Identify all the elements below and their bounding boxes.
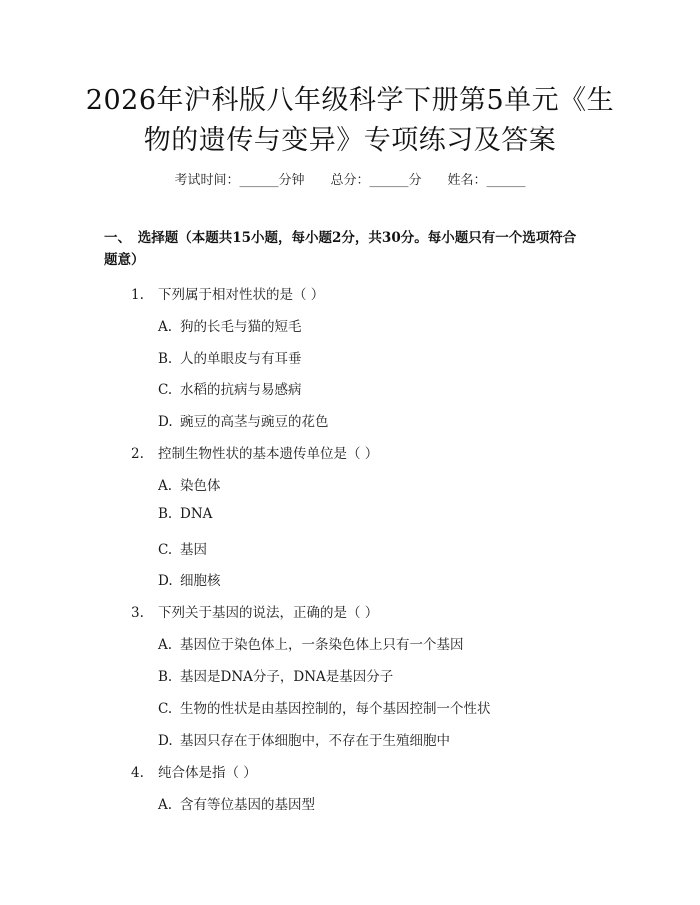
option-label: C. xyxy=(158,542,173,558)
option-text: 基因是DNA分子，DNA是基因分子 xyxy=(180,669,394,685)
section-heading-line-1: 一、 选择题（本题共15小题，每小题2分，共30分。每小题只有一个选项符合 xyxy=(104,230,577,246)
question-number: 1. xyxy=(131,287,144,303)
question-3-option-d xyxy=(158,729,450,749)
question-1-option-c xyxy=(158,378,302,398)
question-4-option-a xyxy=(158,793,315,813)
question-1 xyxy=(131,283,324,303)
question-3-option-b xyxy=(158,665,393,685)
question-2-option-d xyxy=(158,569,221,589)
question-3-option-c xyxy=(158,697,491,717)
question-text: 纯合体是指（ ） xyxy=(158,765,257,781)
document-title-line-2: 物的遗传与变异》专项练习及答案 xyxy=(143,125,557,156)
question-number: 4. xyxy=(131,765,144,781)
option-label: B. xyxy=(158,351,173,367)
option-label: B. xyxy=(158,669,173,685)
question-2-option-a xyxy=(158,474,221,494)
option-label: A. xyxy=(158,637,173,653)
option-text: 染色体 xyxy=(180,478,221,494)
question-text: 下列属于相对性状的是（ ） xyxy=(158,287,325,303)
question-1-option-d xyxy=(158,410,329,430)
option-label: C. xyxy=(158,701,173,717)
question-number: 3. xyxy=(131,605,144,621)
option-text: 生物的性状是由基因控制的，每个基因控制一个性状 xyxy=(180,701,491,717)
question-3 xyxy=(131,601,378,621)
option-label: A. xyxy=(158,478,173,494)
option-label: A. xyxy=(158,319,173,335)
option-label: B. xyxy=(158,506,173,522)
question-1-option-b xyxy=(158,347,302,367)
exam-info-line: 考试时间：______分钟 总分：______分 姓名：______ xyxy=(174,173,526,188)
question-text: 下列关于基因的说法，正确的是（ ） xyxy=(158,605,379,621)
question-3-option-a xyxy=(158,633,464,653)
option-text: 基因只存在于体细胞中，不存在于生殖细胞中 xyxy=(180,733,450,749)
option-text: 基因 xyxy=(180,542,207,558)
section-heading-line-2: 题意） xyxy=(104,252,145,268)
option-label: A. xyxy=(158,797,173,813)
question-1-option-a xyxy=(158,315,302,335)
option-text: 含有等位基因的基因型 xyxy=(180,797,315,813)
option-label: D. xyxy=(158,414,173,430)
option-text: 基因位于染色体上，一条染色体上只有一个基因 xyxy=(180,637,464,653)
question-4 xyxy=(131,761,257,781)
option-label: D. xyxy=(158,733,173,749)
question-text: 控制生物性状的基本遗传单位是（ ） xyxy=(158,446,379,462)
option-text: 豌豆的高茎与豌豆的花色 xyxy=(180,414,329,430)
question-2-option-b xyxy=(158,506,212,522)
option-text: 狗的长毛与猫的短毛 xyxy=(180,319,302,335)
question-2 xyxy=(131,442,378,462)
option-text: 人的单眼皮与有耳垂 xyxy=(180,351,302,367)
option-label: C. xyxy=(158,382,173,398)
document-title-line-1: 2026年沪科版八年级科学下册第5单元《生 xyxy=(85,85,615,116)
option-text: 水稻的抗病与易感病 xyxy=(180,382,302,398)
question-2-option-c xyxy=(158,538,207,558)
option-label: D. xyxy=(158,573,173,589)
option-text: DNA xyxy=(180,506,213,522)
option-text: 细胞核 xyxy=(180,573,221,589)
question-number: 2. xyxy=(131,446,144,462)
